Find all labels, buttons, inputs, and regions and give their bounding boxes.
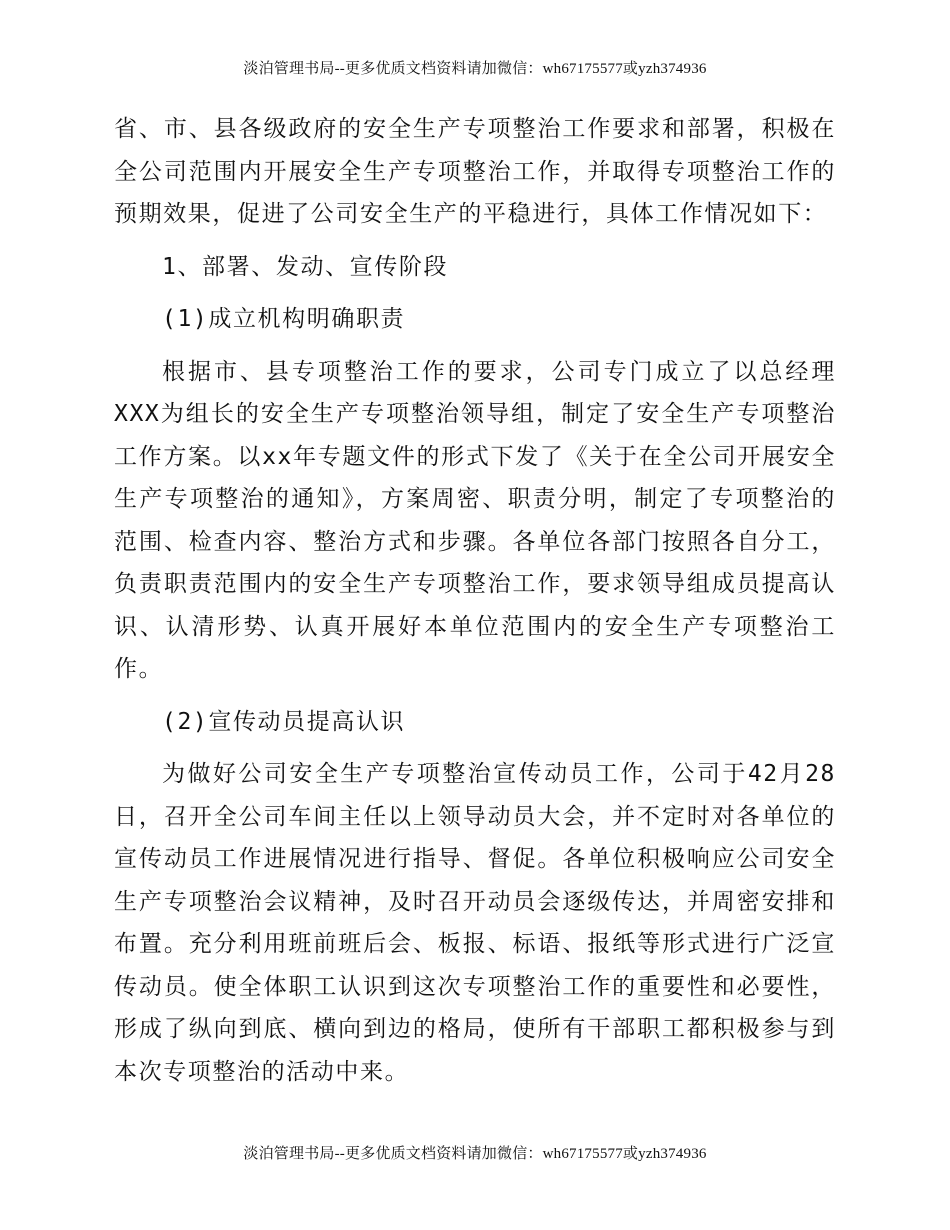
intro-paragraph: 省、市、县各级政府的安全生产专项整治工作要求和部署，积极在全公司范围内开展安全生产专项整治工作，并取得专项整治工作的预期效果，促进了公司安全生产的平稳进行，具体工作情况如下： [114, 116, 836, 227]
page-header: 淡泊管理书局--更多优质文档资料请加微信：wh67175577或yzh374936 [243, 61, 707, 77]
paragraph-gap [114, 341, 836, 351]
section-heading-1: 1、部署、发动、宣传阶段 [162, 253, 449, 280]
paragraph-gap [114, 236, 836, 246]
document-body [114, 108, 836, 1093]
subsection-paragraph-1: 根据市、县专项整治工作的要求，公司专门成立了以总经理XXX为组长的安全生产专项整治领导组，制定了安全生产专项整治工作方案。以xx年专题文件的形式下发了《关于在全公司开展安全生产专项整治的通知》，方案周密、职责分明，制定了专项整治的范围、检查内容、整治方式和步骤。各单位各部门按照各自分工，负责职责范围内的安全生产专项整治工作，要求领导组成员提高认识、认清形势、认真开展好本单位范围内的安全生产专项整治工作。 [114, 358, 836, 682]
subsection-paragraph-2: 为做好公司安全生产专项整治宣传动员工作，公司于42月28日，召开全公司车间主任以上领导动员大会，并不定时对各单位的宣传动员工作进展情况进行指导、督促。各单位积极响应公司安全生产专项整治会议精神，及时召开动员会逐级传达，并周密安排和布置。充分利用班前班后会、板报、标语、报纸等形式进行广泛宣传动员。使全体职工认识到这次专项整治工作的重要性和必要性，形成了纵向到底、横向到边的格局，使所有干部职工都积极参与到本次专项整治的活动中来。 [114, 761, 836, 1085]
page-footer: 淡泊管理书局--更多优质文档资料请加微信：wh67175577或yzh374936 [243, 1146, 707, 1162]
paragraph-gap [114, 288, 836, 298]
subsection-heading-1: (1)成立机构明确职责 [162, 306, 406, 332]
paragraph-gap [114, 691, 836, 701]
paragraph-gap [114, 743, 836, 753]
subsection-heading-2: (2)宣传动员提高认识 [162, 708, 406, 735]
